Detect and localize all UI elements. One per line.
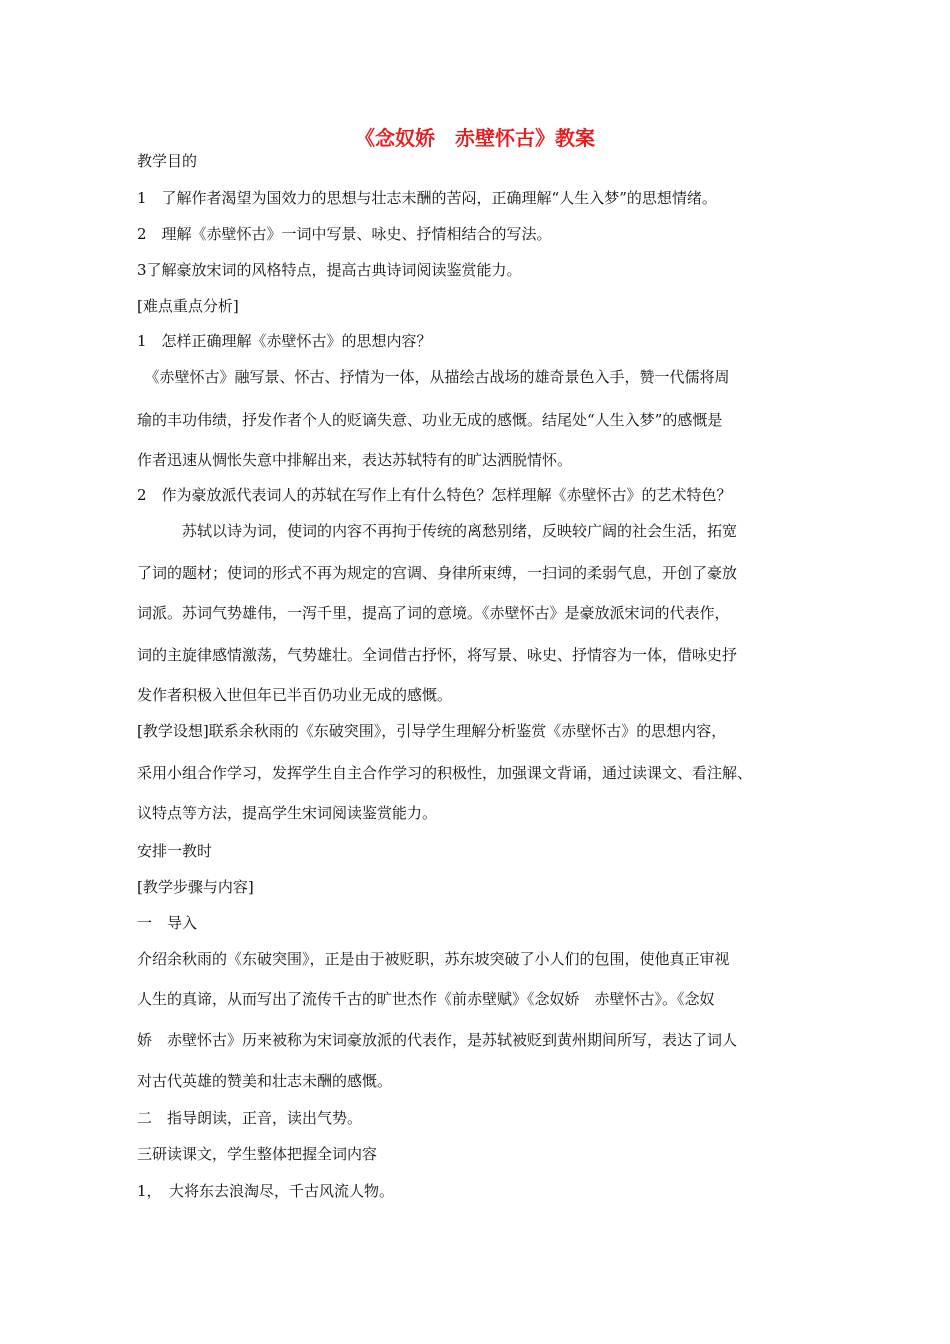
- text-line: 三研读课文，学生整体把握全词内容: [137, 1145, 378, 1163]
- text-line: 2 理解《赤壁怀古》一词中写景、咏史、抒情相结合的写法。: [137, 225, 552, 243]
- text-line: 二 指导朗读，正音，读出气势。: [137, 1109, 363, 1127]
- text-line: 《赤壁怀古》融写景、怀古、抒情为一体，从描绘古战场的雄奇景色入手，赞一代儒将周: [137, 368, 730, 386]
- text-line: 了词的题材；使词的形式不再为规定的宫调、身律所束缚，一扫词的柔弱气息，开创了豪放: [137, 564, 738, 582]
- text-line: 一 导入: [137, 914, 198, 932]
- text-line: 发作者积极入世但年已半百仍功业无成的感慨。: [137, 686, 453, 704]
- text-line: [教学步骤与内容]: [137, 878, 254, 896]
- text-line: 1， 大将东去浪淘尽，千古风流人物。: [137, 1182, 395, 1200]
- text-line: 介绍余秋雨的《东破突围》，正是由于被贬职，苏东坡突破了小人们的包围，使他真正审视: [137, 950, 730, 968]
- document-title: 《念奴娇 赤壁怀古》教案: [355, 126, 595, 150]
- text-line: 3了解豪放宋词的风格特点，提高古典诗词阅读鉴赏能力。: [137, 261, 522, 279]
- text-line: 1 了解作者渴望为国效力的思想与壮志未酬的苦闷，正确理解“人生入梦”的思想情绪。: [137, 189, 717, 207]
- text-line: 苏轼以诗为词，使词的内容不再拘于传统的离愁别绪，反映较广阔的社会生活，拓宽: [137, 522, 738, 540]
- text-line: 2 作为豪放派代表词人的苏轼在写作上有什么特色？怎样理解《赤壁怀古》的艺术特色？: [137, 486, 732, 504]
- text-line: [难点重点分析]: [137, 297, 239, 315]
- text-line: 议特点等方法，提高学生宋词阅读鉴赏能力。: [137, 804, 438, 822]
- text-line: [教学设想]联系余秋雨的《东破突围》，引导学生理解分析鉴赏《赤壁怀古》的思想内容，: [137, 722, 727, 740]
- text-line: 词派。苏词气势雄伟，一泻千里，提高了词的意境。《赤壁怀古》是豪放派宋词的代表作，: [137, 604, 730, 622]
- text-line: 1 怎样正确理解《赤壁怀古》的思想内容？: [137, 332, 432, 350]
- text-line: 采用小组合作学习，发挥学生自主合作学习的积极性，加强课文背诵，通过读课文、看注解、: [137, 764, 753, 782]
- text-line: 瑜的丰功伟绩，抒发作者个人的贬谪失意、功业无成的感慨。结尾处“人生入梦”的感慨是: [137, 411, 723, 429]
- text-line: 人生的真谛，从而写出了流传千古的旷世杰作《前赤壁赋》《念奴娇 赤壁怀古》。《念奴: [137, 990, 715, 1008]
- text-line: 安排一教时: [137, 842, 213, 860]
- text-line: 教学目的: [137, 152, 198, 170]
- text-line: 对古代英雄的赞美和壮志未酬的感慨。: [137, 1072, 393, 1090]
- text-line: 词的主旋律感情激荡，气势雄壮。全词借古抒怀，将写景、咏史、抒情容为一体，借咏史抒: [137, 646, 738, 664]
- text-line: 娇 赤壁怀古》历来被称为宋词豪放派的代表作，是苏轼被贬到黄州期间所写，表达了词人: [137, 1031, 738, 1049]
- text-line: 作者迅速从惆怅失意中排解出来，表达苏轼特有的旷达洒脱情怀。: [137, 451, 573, 469]
